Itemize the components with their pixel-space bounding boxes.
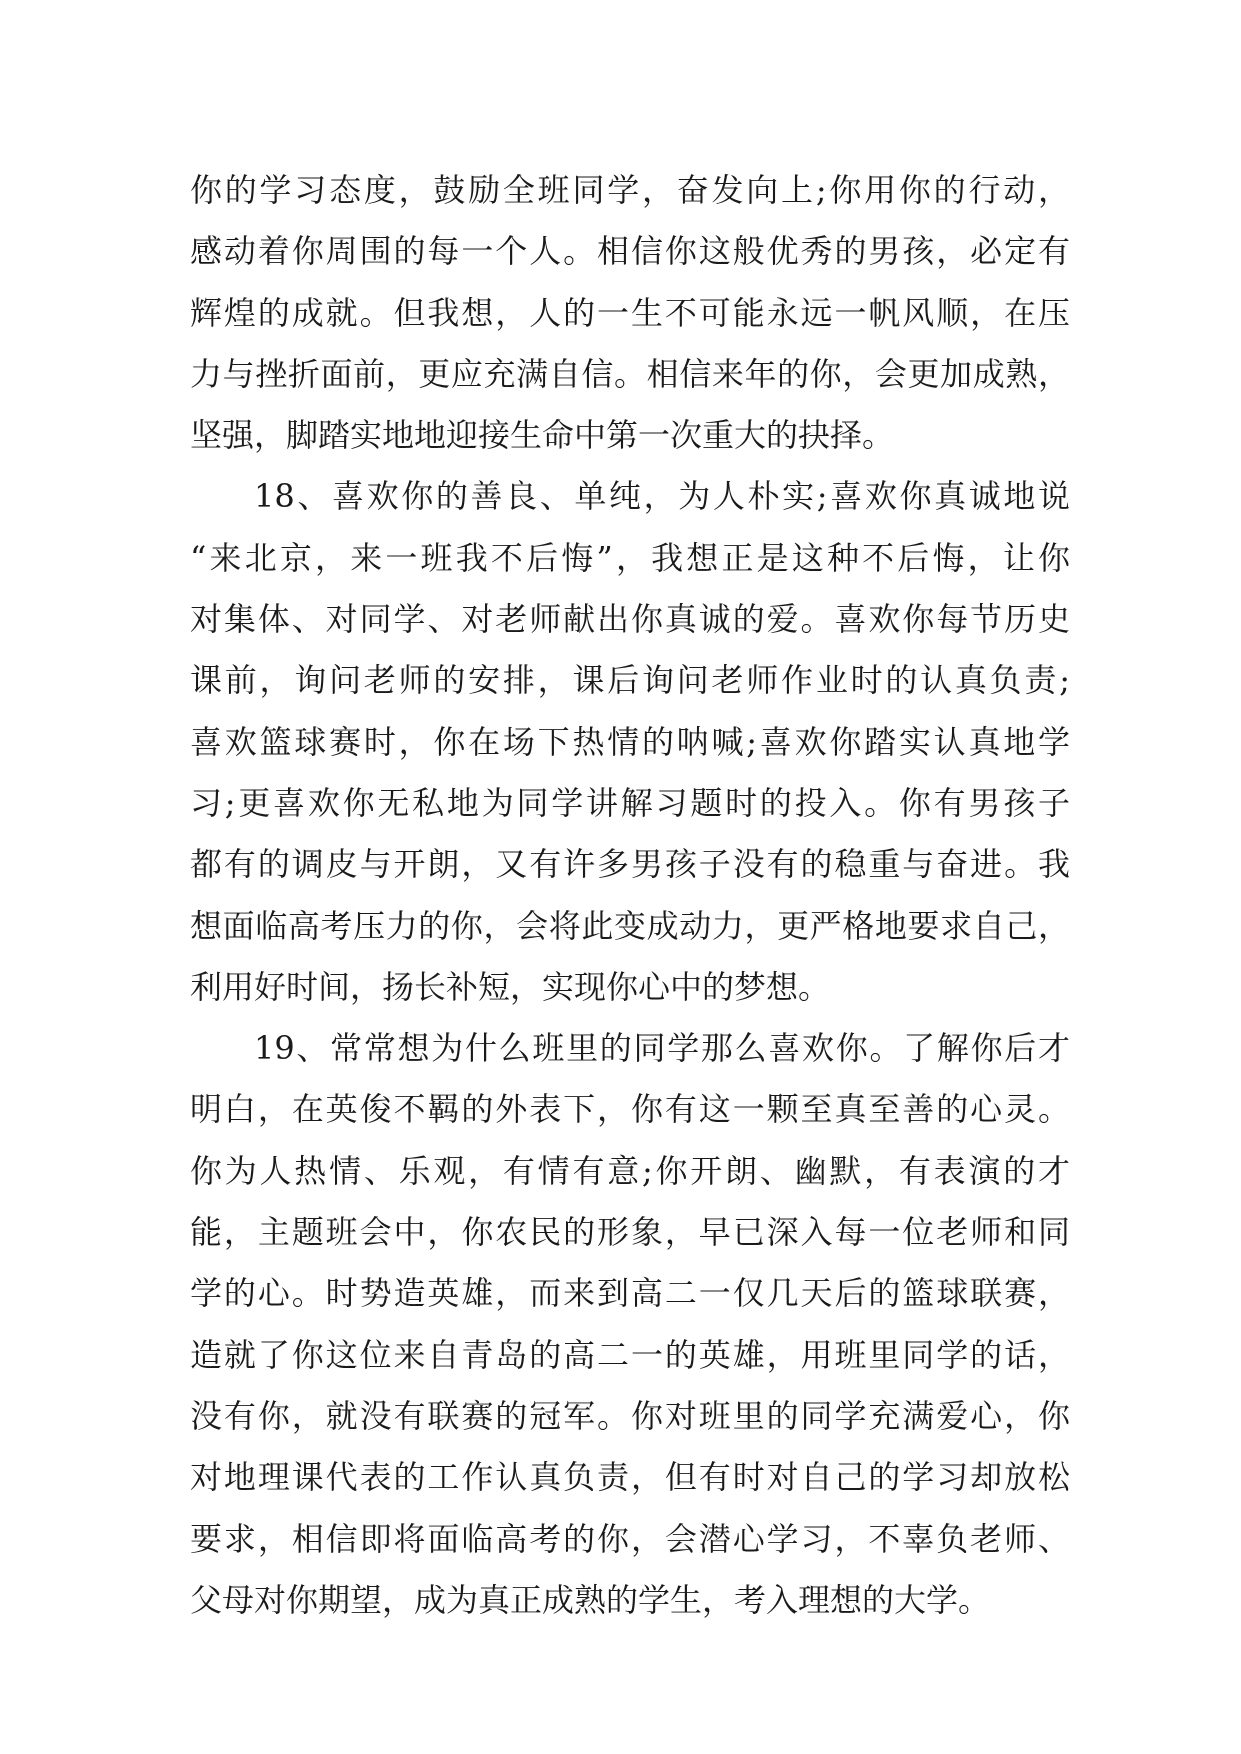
text-line: 明白，在英俊不羁的外表下，你有这一颗至真至善的心灵。 <box>190 1090 1070 1129</box>
text-line: 利用好时间，扬长补短，实现你心中的梦想。 <box>190 967 831 1006</box>
text-line: 辉煌的成就。但我想，人的一生不可能永远一帆风顺，在压 <box>190 293 1070 332</box>
text-line: 习;更喜欢你无私地为同学讲解习题时的投入。你有男孩子 <box>190 783 1070 822</box>
text-line: 都有的调皮与开朗，又有许多男孩子没有的稳重与奋进。我 <box>190 845 1070 884</box>
body-text <box>190 160 1070 1631</box>
text-line: 课前，询问老师的安排，课后询问老师作业时的认真负责; <box>190 661 1070 700</box>
text-line: 力与挫折面前，更应充满自信。相信来年的你，会更加成熟， <box>190 354 1070 393</box>
text-line: 学的心。时势造英雄，而来到高二一仅几天后的篮球联赛， <box>190 1274 1070 1313</box>
text-line: 你的学习态度，鼓励全班同学，奋发向上;你用你的行动， <box>190 171 1070 209</box>
text-line: 想面临高考压力的你，会将此变成动力，更严格地要求自己， <box>190 906 1070 945</box>
text-line: 喜欢篮球赛时，你在场下热情的呐喊;喜欢你踏实认真地学 <box>190 722 1070 761</box>
text-line: 19、常常想为什么班里的同学那么喜欢你。了解你后才 <box>254 1029 1070 1068</box>
text-line: 要求，相信即将面临高考的你，会潜心学习，不辜负老师、 <box>190 1519 1070 1558</box>
text-line: 没有你，就没有联赛的冠军。你对班里的同学充满爱心，你 <box>190 1396 1070 1435</box>
paragraph-18 <box>190 466 1070 1018</box>
text-line: 感动着你周围的每一个人。相信你这般优秀的男孩，必定有 <box>190 232 1070 271</box>
text-line: 你为人热情、乐观，有情有意;你开朗、幽默，有表演的才 <box>190 1151 1070 1190</box>
text-line: 对集体、对同学、对老师献出你真诚的爱。喜欢你每节历史 <box>190 600 1070 639</box>
paragraph-continuation <box>190 160 1070 466</box>
text-line: 能，主题班会中，你农民的形象，早已深入每一位老师和同 <box>190 1213 1070 1252</box>
text-line: 对地理课代表的工作认真负责，但有时对自己的学习却放松 <box>190 1458 1070 1497</box>
paragraph-19 <box>190 1018 1070 1631</box>
text-line: 造就了你这位来自青岛的高二一的英雄，用班里同学的话， <box>190 1335 1070 1374</box>
text-line: 18、喜欢你的善良、单纯，为人朴实;喜欢你真诚地说 <box>254 477 1070 516</box>
text-line: “来北京，来一班我不后悔”，我想正是这种不后悔，让你 <box>190 538 1070 577</box>
text-line: 父母对你期望，成为真正成熟的学生，考入理想的大学。 <box>190 1580 991 1619</box>
text-line: 坚强，脚踏实地地迎接生命中第一次重大的抉择。 <box>190 416 895 455</box>
